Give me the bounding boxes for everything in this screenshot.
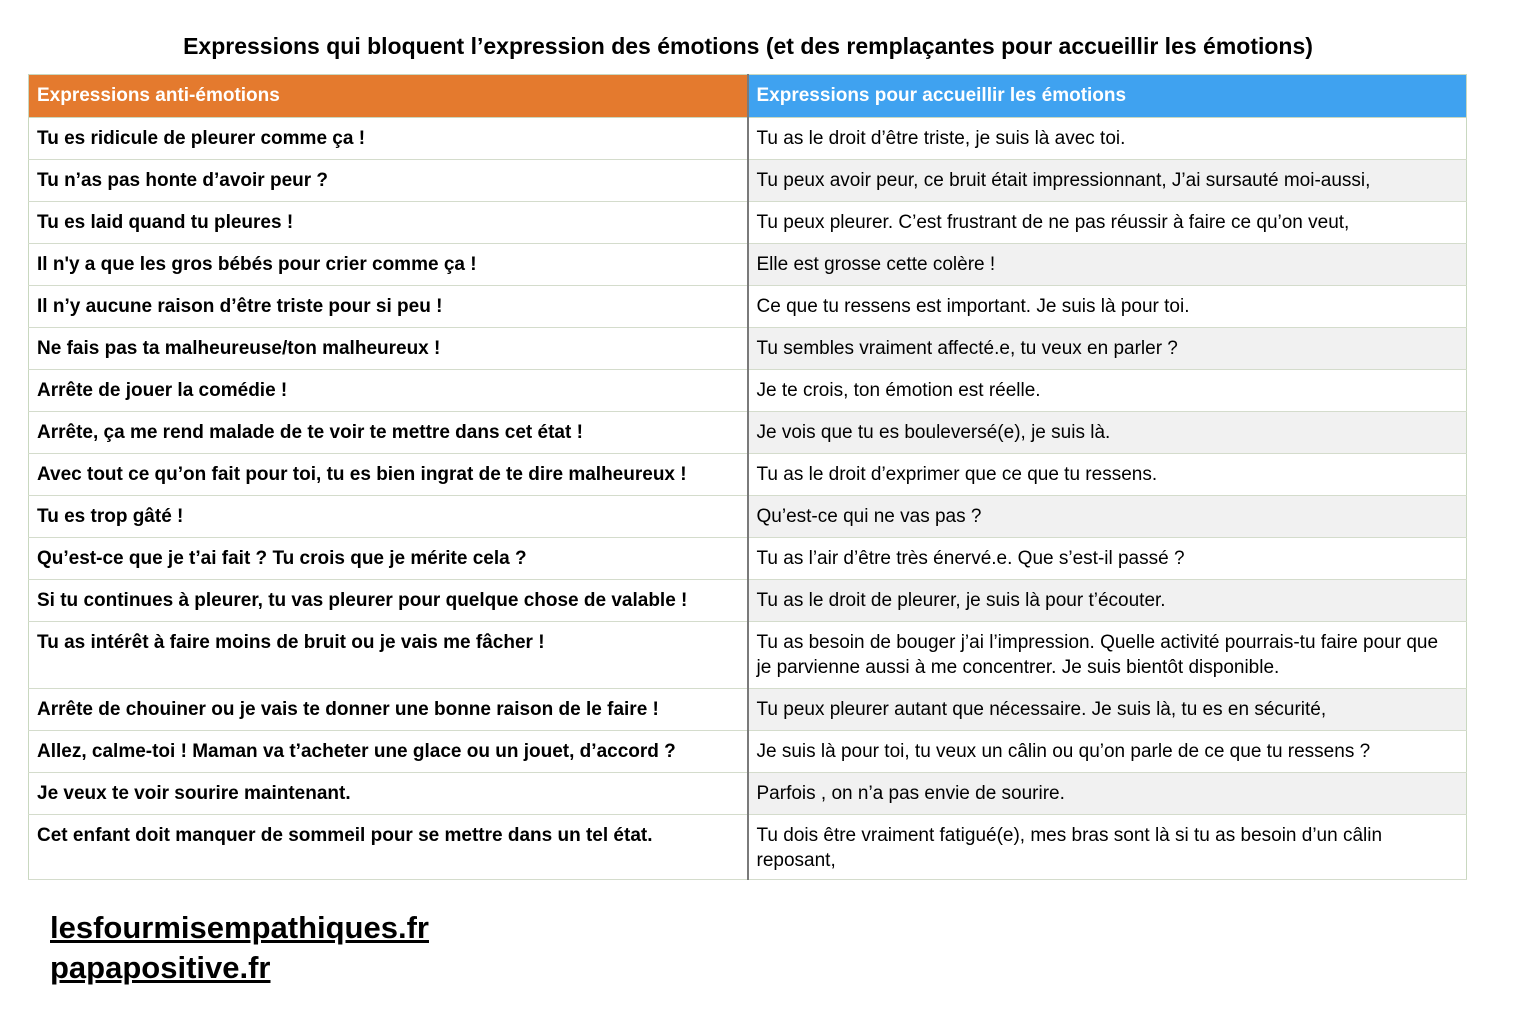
accueil-emotion-cell: Tu as le droit d’être triste, je suis là avec toi. (748, 118, 1467, 160)
table-row (29, 328, 1467, 370)
header-accueillir-emotions: Expressions pour accueillir les émotions (748, 75, 1467, 118)
table-row (29, 496, 1467, 538)
table-row (29, 815, 1467, 880)
accueil-emotion-cell: Tu as l’air d’être très énervé.e. Que s’est-il passé ? (748, 538, 1467, 580)
accueil-emotion-cell: Je te crois, ton émotion est réelle. (748, 370, 1467, 412)
table-header-row (29, 75, 1467, 118)
anti-emotion-cell: Qu’est-ce que je t’ai fait ? Tu crois que je mérite cela ? (29, 538, 748, 580)
header-anti-emotions: Expressions anti-émotions (29, 75, 748, 118)
accueil-emotion-cell: Tu as besoin de bouger j’ai l’impression. Quelle activité pourrais-tu faire pour que je parvienne aussi à me concentrer. Je suis bientôt disponible. (748, 622, 1467, 689)
anti-emotion-cell: Il n'y a que les gros bébés pour crier comme ça ! (29, 244, 748, 286)
accueil-emotion-cell: Ce que tu ressens est important. Je suis là pour toi. (748, 286, 1467, 328)
accueil-emotion-cell: Tu peux pleurer. C’est frustrant de ne pas réussir à faire ce qu’on veut, (748, 202, 1467, 244)
accueil-emotion-cell: Parfois , on n’a pas envie de sourire. (748, 773, 1467, 815)
footer-links (50, 908, 429, 988)
accueil-emotion-cell: Tu peux avoir peur, ce bruit était impressionnant, J’ai sursauté moi-aussi, (748, 160, 1467, 202)
anti-emotion-cell: Arrête, ça me rend malade de te voir te mettre dans cet état ! (29, 412, 748, 454)
anti-emotion-cell: Arrête de chouiner ou je vais te donner une bonne raison de le faire ! (29, 689, 748, 731)
anti-emotion-cell: Si tu continues à pleurer, tu vas pleurer pour quelque chose de valable ! (29, 580, 748, 622)
anti-emotion-cell: Tu n’as pas honte d’avoir peur ? (29, 160, 748, 202)
anti-emotion-cell: Tu es trop gâté ! (29, 496, 748, 538)
page-title: Expressions qui bloquent l’expression des émotions (et des remplaçantes pour accueillir les émotions) (183, 33, 1313, 59)
table-row (29, 731, 1467, 773)
anti-emotion-cell: Cet enfant doit manquer de sommeil pour se mettre dans un tel état. (29, 815, 748, 880)
table-row (29, 773, 1467, 815)
link-lesfourmisempathiques[interactable]: lesfourmisempathiques.fr (50, 910, 429, 945)
accueil-emotion-cell: Tu sembles vraiment affecté.e, tu veux en parler ? (748, 328, 1467, 370)
anti-emotion-cell: Tu es laid quand tu pleures ! (29, 202, 748, 244)
anti-emotion-cell: Je veux te voir sourire maintenant. (29, 773, 748, 815)
anti-emotion-cell: Allez, calme-toi ! Maman va t’acheter une glace ou un jouet, d’accord ? (29, 731, 748, 773)
anti-emotion-cell: Il n’y aucune raison d’être triste pour si peu ! (29, 286, 748, 328)
table-row (29, 244, 1467, 286)
table-row (29, 580, 1467, 622)
table-row (29, 454, 1467, 496)
expressions-table (28, 74, 1467, 880)
table-row (29, 286, 1467, 328)
table-row (29, 202, 1467, 244)
anti-emotion-cell: Avec tout ce qu’on fait pour toi, tu es bien ingrat de te dire malheureux ! (29, 454, 748, 496)
anti-emotion-cell: Tu as intérêt à faire moins de bruit ou je vais me fâcher ! (29, 622, 748, 689)
accueil-emotion-cell: Je vois que tu es bouleversé(e), je suis là. (748, 412, 1467, 454)
table-row (29, 689, 1467, 731)
table-row (29, 160, 1467, 202)
table-row (29, 622, 1467, 689)
table-row (29, 538, 1467, 580)
accueil-emotion-cell: Elle est grosse cette colère ! (748, 244, 1467, 286)
anti-emotion-cell: Arrête de jouer la comédie ! (29, 370, 748, 412)
accueil-emotion-cell: Tu as le droit de pleurer, je suis là pour t’écouter. (748, 580, 1467, 622)
anti-emotion-cell: Ne fais pas ta malheureuse/ton malheureux ! (29, 328, 748, 370)
table-row (29, 412, 1467, 454)
table-row (29, 370, 1467, 412)
accueil-emotion-cell: Je suis là pour toi, tu veux un câlin ou qu’on parle de ce que tu ressens ? (748, 731, 1467, 773)
anti-emotion-cell: Tu es ridicule de pleurer comme ça ! (29, 118, 748, 160)
accueil-emotion-cell: Qu’est-ce qui ne vas pas ? (748, 496, 1467, 538)
accueil-emotion-cell: Tu peux pleurer autant que nécessaire. Je suis là, tu es en sécurité, (748, 689, 1467, 731)
accueil-emotion-cell: Tu dois être vraiment fatigué(e), mes bras sont là si tu as besoin d’un câlin reposant, (748, 815, 1467, 880)
table-row (29, 118, 1467, 160)
accueil-emotion-cell: Tu as le droit d’exprimer que ce que tu ressens. (748, 454, 1467, 496)
link-papapositive[interactable]: papapositive.fr (50, 950, 271, 985)
